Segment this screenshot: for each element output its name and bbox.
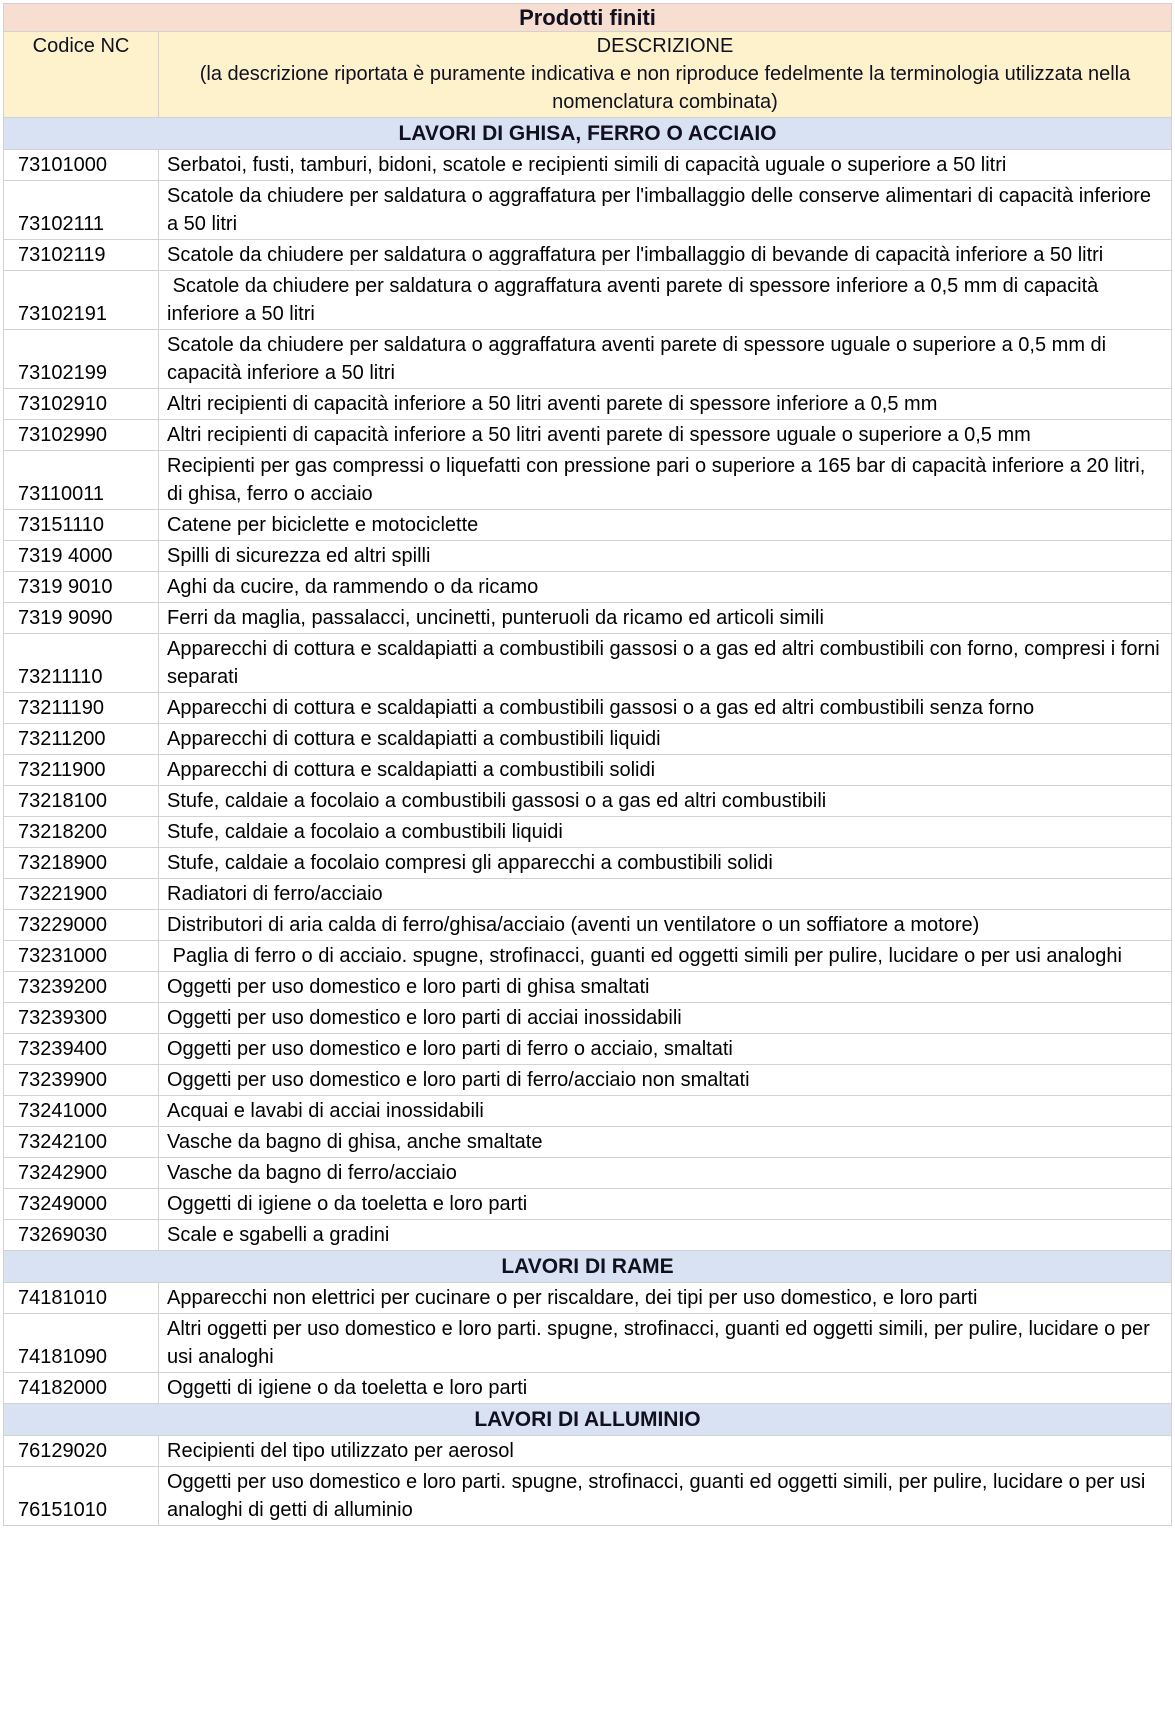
table-row (4, 1034, 1172, 1065)
description-cell: Spilli di sicurezza ed altri spilli (159, 541, 1172, 572)
description-cell: Catene per biciclette e motociclette (159, 510, 1172, 541)
description-cell: Recipienti per gas compressi o liquefatti con pressione pari o superiore a 165 bar di capacità inferiore a 20 litri, di ghisa, ferro o acciaio (159, 451, 1172, 510)
section-header-row (4, 118, 1172, 150)
description-cell: Scatole da chiudere per saldatura o aggraffatura aventi parete di spessore uguale o superiore a 0,5 mm di capacità inferiore a 50 litri (159, 330, 1172, 389)
code-cell: 73218900 (4, 848, 159, 879)
code-cell: 73110011 (4, 451, 159, 510)
code-cell: 7319 9010 (4, 572, 159, 603)
section-header-row (4, 1251, 1172, 1283)
table-row (4, 572, 1172, 603)
code-cell: 73218200 (4, 817, 159, 848)
description-cell: Apparecchi di cottura e scaldapiatti a combustibili solidi (159, 755, 1172, 786)
table-row (4, 724, 1172, 755)
description-cell: Recipienti del tipo utilizzato per aerosol (159, 1436, 1172, 1467)
table-row (4, 1003, 1172, 1034)
table-row (4, 693, 1172, 724)
table-row (4, 1096, 1172, 1127)
table-row (4, 634, 1172, 693)
table-row (4, 451, 1172, 510)
description-cell: Radiatori di ferro/acciaio (159, 879, 1172, 910)
description-cell: Stufe, caldaie a focolaio a combustibili gassosi o a gas ed altri combustibili (159, 786, 1172, 817)
table-row (4, 150, 1172, 181)
code-cell: 73211200 (4, 724, 159, 755)
code-cell: 7319 9090 (4, 603, 159, 634)
descrizione-note: (la descrizione riportata è puramente indicativa e non riproduce fedelmente la terminologia utilizzata nella nomenclatura combinata) (199, 63, 1131, 113)
table-row (4, 817, 1172, 848)
description-cell: Scatole da chiudere per saldatura o aggraffatura aventi parete di spessore inferiore a 0,5 mm di capacità inferiore a 50 litri (159, 271, 1172, 330)
table-row (4, 941, 1172, 972)
description-cell: Altri oggetti per uso domestico e loro parti. spugne, strofinacci, guanti ed oggetti simili, per pulire, lucidare o per usi analoghi (159, 1314, 1172, 1373)
table-row (4, 910, 1172, 941)
code-cell: 73211900 (4, 755, 159, 786)
products-table (3, 3, 1172, 1526)
table-row (4, 603, 1172, 634)
description-cell: Acquai e lavabi di acciai inossidabili (159, 1096, 1172, 1127)
description-cell: Aghi da cucire, da rammendo o da ricamo (159, 572, 1172, 603)
table-row (4, 1283, 1172, 1314)
code-cell: 73102990 (4, 420, 159, 451)
code-cell: 73229000 (4, 910, 159, 941)
table-body (4, 118, 1172, 1526)
page-title: Prodotti finiti (4, 4, 1172, 32)
description-cell: Paglia di ferro o di acciaio. spugne, strofinacci, guanti ed oggetti simili per pulire, lucidare o per usi analoghi (159, 941, 1172, 972)
section-header: LAVORI DI RAME (4, 1251, 1172, 1283)
description-cell: Scale e sgabelli a gradini (159, 1220, 1172, 1251)
section-header: LAVORI DI ALLUMINIO (4, 1404, 1172, 1436)
description-cell: Stufe, caldaie a focolaio compresi gli apparecchi a combustibili solidi (159, 848, 1172, 879)
table-row (4, 420, 1172, 451)
table-row (4, 510, 1172, 541)
code-cell: 7319 4000 (4, 541, 159, 572)
table-row (4, 1314, 1172, 1373)
table-row (4, 1065, 1172, 1096)
code-cell: 73102119 (4, 240, 159, 271)
description-cell: Apparecchi di cottura e scaldapiatti a combustibili gassosi o a gas ed altri combustibili senza forno (159, 693, 1172, 724)
description-cell: Oggetti per uso domestico e loro parti di ferro o acciaio, smaltati (159, 1034, 1172, 1065)
table-row (4, 240, 1172, 271)
description-cell: Serbatoi, fusti, tamburi, bidoni, scatole e recipienti simili di capacità uguale o superiore a 50 litri (159, 150, 1172, 181)
code-cell: 73239300 (4, 1003, 159, 1034)
code-cell: 73151110 (4, 510, 159, 541)
code-cell: 73269030 (4, 1220, 159, 1251)
code-cell: 73211110 (4, 634, 159, 693)
description-cell: Oggetti di igiene o da toeletta e loro parti (159, 1189, 1172, 1220)
description-cell: Scatole da chiudere per saldatura o aggraffatura per l'imballaggio di bevande di capacità inferiore a 50 litri (159, 240, 1172, 271)
description-cell: Altri recipienti di capacità inferiore a 50 litri aventi parete di spessore inferiore a 0,5 mm (159, 389, 1172, 420)
table-row (4, 1436, 1172, 1467)
code-cell: 73239900 (4, 1065, 159, 1096)
table-row (4, 786, 1172, 817)
description-cell: Apparecchi di cottura e scaldapiatti a combustibili gassosi o a gas ed altri combustibili con forno, compresi i forni separati (159, 634, 1172, 693)
description-cell: Altri recipienti di capacità inferiore a 50 litri aventi parete di spessore uguale o superiore a 0,5 mm (159, 420, 1172, 451)
title-row (4, 4, 1172, 32)
descrizione-label: DESCRIZIONE (596, 35, 734, 57)
description-cell: Ferri da maglia, passalacci, uncinetti, punteruoli da ricamo ed articoli simili (159, 603, 1172, 634)
code-cell: 73102111 (4, 181, 159, 240)
description-cell: Oggetti per uso domestico e loro parti di acciai inossidabili (159, 1003, 1172, 1034)
description-cell: Stufe, caldaie a focolaio a combustibili liquidi (159, 817, 1172, 848)
table-row (4, 541, 1172, 572)
description-cell: Apparecchi non elettrici per cucinare o per riscaldare, dei tipi per uso domestico, e loro parti (159, 1283, 1172, 1314)
description-cell: Distributori di aria calda di ferro/ghisa/acciaio (aventi un ventilatore o un soffiatore a motore) (159, 910, 1172, 941)
code-cell: 74182000 (4, 1373, 159, 1404)
table-row (4, 1158, 1172, 1189)
code-cell: 73239400 (4, 1034, 159, 1065)
code-cell: 73241000 (4, 1096, 159, 1127)
code-cell: 73231000 (4, 941, 159, 972)
table-row (4, 848, 1172, 879)
code-cell: 74181010 (4, 1283, 159, 1314)
description-cell: Scatole da chiudere per saldatura o aggraffatura per l'imballaggio delle conserve alimentari di capacità inferiore a 50 litri (159, 181, 1172, 240)
table-row (4, 1189, 1172, 1220)
description-cell: Vasche da bagno di ghisa, anche smaltate (159, 1127, 1172, 1158)
section-header: LAVORI DI GHISA, FERRO O ACCIAIO (4, 118, 1172, 150)
description-cell: Oggetti per uso domestico e loro parti di ghisa smaltati (159, 972, 1172, 1003)
table-row (4, 1220, 1172, 1251)
description-cell: Oggetti per uso domestico e loro parti. spugne, strofinacci, guanti ed oggetti simili, per pulire, lucidare o per usi analoghi di getti di alluminio (159, 1467, 1172, 1526)
code-cell: 73249000 (4, 1189, 159, 1220)
table-row (4, 330, 1172, 389)
code-cell: 74181090 (4, 1314, 159, 1373)
column-header-descrizione (159, 32, 1172, 118)
code-cell: 73101000 (4, 150, 159, 181)
code-cell: 73211190 (4, 693, 159, 724)
code-cell: 73239200 (4, 972, 159, 1003)
code-cell: 73102191 (4, 271, 159, 330)
code-cell: 76151010 (4, 1467, 159, 1526)
description-cell: Oggetti per uso domestico e loro parti di ferro/acciaio non smaltati (159, 1065, 1172, 1096)
code-cell: 73102199 (4, 330, 159, 389)
description-cell: Apparecchi di cottura e scaldapiatti a combustibili liquidi (159, 724, 1172, 755)
table-row (4, 389, 1172, 420)
column-header-row (4, 32, 1172, 118)
code-cell: 73218100 (4, 786, 159, 817)
section-header-row (4, 1404, 1172, 1436)
code-cell: 73221900 (4, 879, 159, 910)
code-cell: 73102910 (4, 389, 159, 420)
code-cell: 76129020 (4, 1436, 159, 1467)
table-row (4, 879, 1172, 910)
table-row (4, 1467, 1172, 1526)
table-row (4, 181, 1172, 240)
code-cell: 73242900 (4, 1158, 159, 1189)
code-cell: 73242100 (4, 1127, 159, 1158)
table-row (4, 271, 1172, 330)
table-row (4, 972, 1172, 1003)
description-cell: Oggetti di igiene o da toeletta e loro parti (159, 1373, 1172, 1404)
column-header-codice-nc: Codice NC (4, 32, 159, 118)
table-row (4, 1127, 1172, 1158)
description-cell: Vasche da bagno di ferro/acciaio (159, 1158, 1172, 1189)
table-row (4, 755, 1172, 786)
table-row (4, 1373, 1172, 1404)
